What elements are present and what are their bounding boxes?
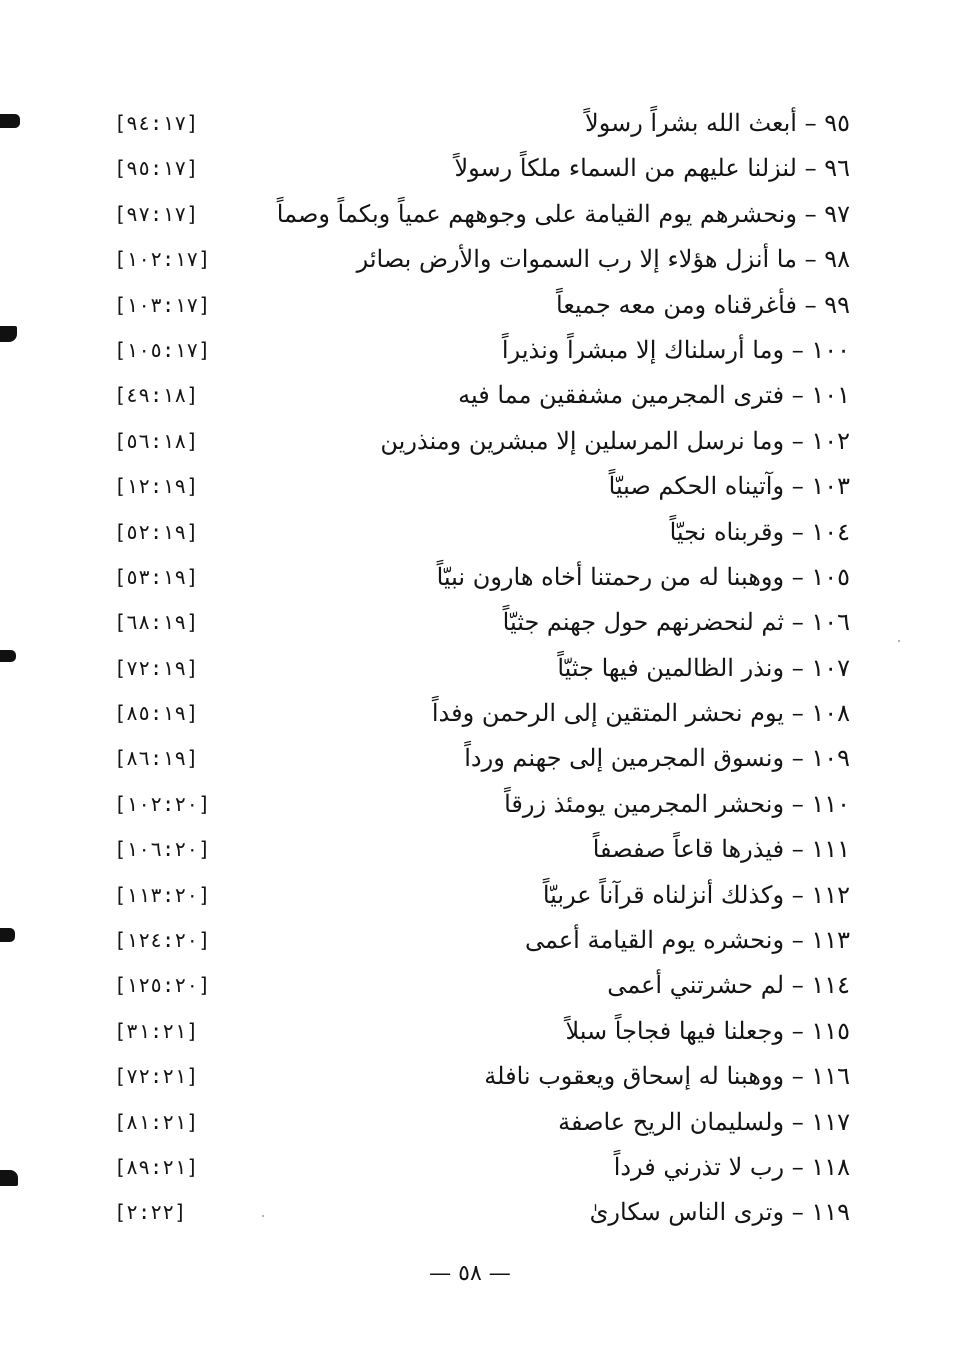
entry-reference: [١٢٥:٢٠] xyxy=(114,973,211,998)
list-item xyxy=(100,648,860,693)
scan-edge-mark xyxy=(0,114,20,128)
scan-edge-mark xyxy=(0,928,15,942)
entry-text: ١٠٥ – ووهبنا له من رحمتنا أخاه هارون نبيّاً xyxy=(436,562,850,591)
entry-text: ١١١ – فيذرها قاعاً صفصفاً xyxy=(592,835,850,864)
entry-reference: [٤٩:١٨] xyxy=(114,383,199,408)
entry-text: ١١٩ – وترى الناس سكارىٰ xyxy=(589,1198,850,1227)
entry-reference: [١١٣:٢٠] xyxy=(114,882,211,907)
entry-text: ١٠٤ – وقربناه نجيّاً xyxy=(669,517,850,546)
entry-reference: [٧٢:١٩] xyxy=(114,655,199,680)
entry-reference: [١٠٥:١٧] xyxy=(114,337,211,362)
entry-reference: [٩٤:١٧] xyxy=(114,111,199,135)
entry-reference: [٥٢:١٩] xyxy=(114,519,199,544)
entry-reference: [١٠٦:٢٠] xyxy=(114,837,211,862)
entry-reference: [١٠٣:١٧] xyxy=(114,292,211,317)
list-item xyxy=(100,829,860,874)
entry-text: ٩٩ – فأغرقناه ومن معه جميعاً xyxy=(556,290,850,319)
scan-edge-mark xyxy=(0,650,16,662)
entry-text: ١١٠ – ونحشر المجرمين يومئذ زرقاً xyxy=(504,789,850,818)
entry-text: ١١٤ – لم حشرتني أعمى xyxy=(607,971,850,1000)
entry-reference: [١٠٢:٢٠] xyxy=(114,791,211,816)
entry-text: ١١٣ – ونحشره يوم القيامة أعمى xyxy=(524,926,850,955)
entry-reference: [٣١:٢١] xyxy=(114,1018,199,1043)
entry-text: ١٠٧ – ونذر الظالمين فيها جثيّاً xyxy=(557,653,850,682)
list-item xyxy=(100,148,860,193)
scan-edge-mark xyxy=(0,1170,18,1186)
entry-reference: [٧٢:٢١] xyxy=(114,1064,199,1089)
list-item xyxy=(100,466,860,511)
entry-text: ١٠٣ – وآتيناه الحكم صبيّاً xyxy=(608,472,850,501)
entry-text: ١١٦ – ووهبنا له إسحاق ويعقوب نافلة xyxy=(484,1062,850,1091)
entry-text: ١٠٨ – يوم نحشر المتقين إلى الرحمن وفداً xyxy=(431,699,850,728)
list-item xyxy=(100,512,860,557)
entry-text: ٩٧ – ونحشرهم يوم القيامة على وجوههم عمياً وبكماً وصماً xyxy=(276,199,850,228)
entry-reference: [٨٥:١٩] xyxy=(114,701,199,726)
entry-text: ١١٧ – ولسليمان الريح عاصفة xyxy=(558,1107,850,1136)
scan-edge-mark xyxy=(0,326,17,342)
list-item xyxy=(100,693,860,738)
entry-reference: [٨٩:٢١] xyxy=(114,1154,199,1179)
entry-text: ٩٦ – لنزلنا عليهم من السماء ملكاً رسولاً xyxy=(454,154,850,183)
entry-reference: [١٢:١٩] xyxy=(114,474,199,499)
list-item xyxy=(100,965,860,1010)
page-number: — ٥٨ — xyxy=(429,1261,511,1286)
entry-text: ٩٨ – ما أنزل هؤلاء إلا رب السموات والأرض بصائر xyxy=(356,245,850,274)
list-item xyxy=(100,1056,860,1101)
entry-reference: [١٠٢:١٧] xyxy=(114,247,211,272)
entry-reference: [٩٥:١٧] xyxy=(114,156,199,181)
list-item xyxy=(100,738,860,783)
entry-text: ١١٨ – رب لا تذرني فرداً xyxy=(613,1152,850,1181)
list-item xyxy=(100,784,860,829)
list-item xyxy=(100,421,860,466)
list-item xyxy=(100,1102,860,1147)
entry-text: ١١٥ – وجعلنا فيها فجاجاً سبلاً xyxy=(565,1016,850,1045)
entry-text: ١٠٦ – ثم لنحضرنهم حول جهنم جثيّاً xyxy=(502,608,850,637)
list-item xyxy=(100,920,860,965)
list-item xyxy=(100,557,860,602)
list-item xyxy=(100,194,860,239)
entry-reference: [٢:٢٢] xyxy=(114,1200,187,1225)
entry-text: ٩٥ – أبعث الله بشراً رسولاً xyxy=(585,109,850,137)
list-item xyxy=(100,1192,860,1237)
entry-reference: [٥٣:١٩] xyxy=(114,564,199,589)
entry-list xyxy=(100,103,860,1238)
entry-text: ١٠١ – فترى المجرمين مشفقين مما فيه xyxy=(458,381,850,410)
list-item xyxy=(100,1147,860,1192)
entry-reference: [٦٨:١٩] xyxy=(114,610,199,635)
list-item xyxy=(100,375,860,420)
entry-text: ١١٢ – وكذلك أنزلناه قرآناً عربيّاً xyxy=(542,880,850,909)
entry-text: ١٠٢ – وما نرسل المرسلين إلا مبشرين ومنذرين xyxy=(380,426,850,455)
entry-text: ١٠٠ – وما أرسلناك إلا مبشراً ونذيراً xyxy=(501,335,850,364)
list-item xyxy=(100,875,860,920)
list-item xyxy=(100,1011,860,1056)
list-item xyxy=(100,285,860,330)
entry-reference: [٨١:٢١] xyxy=(114,1109,199,1134)
scan-speck xyxy=(898,640,900,642)
entry-reference: [٥٦:١٨] xyxy=(114,428,199,453)
list-item xyxy=(100,602,860,647)
entry-reference: [٨٦:١٩] xyxy=(114,746,199,771)
entry-reference: [٩٧:١٧] xyxy=(114,201,199,226)
list-item xyxy=(100,103,860,148)
entry-reference: [١٢٤:٢٠] xyxy=(114,928,211,953)
list-item xyxy=(100,239,860,284)
list-item xyxy=(100,330,860,375)
entry-text: ١٠٩ – ونسوق المجرمين إلى جهنم ورداً xyxy=(464,744,850,773)
